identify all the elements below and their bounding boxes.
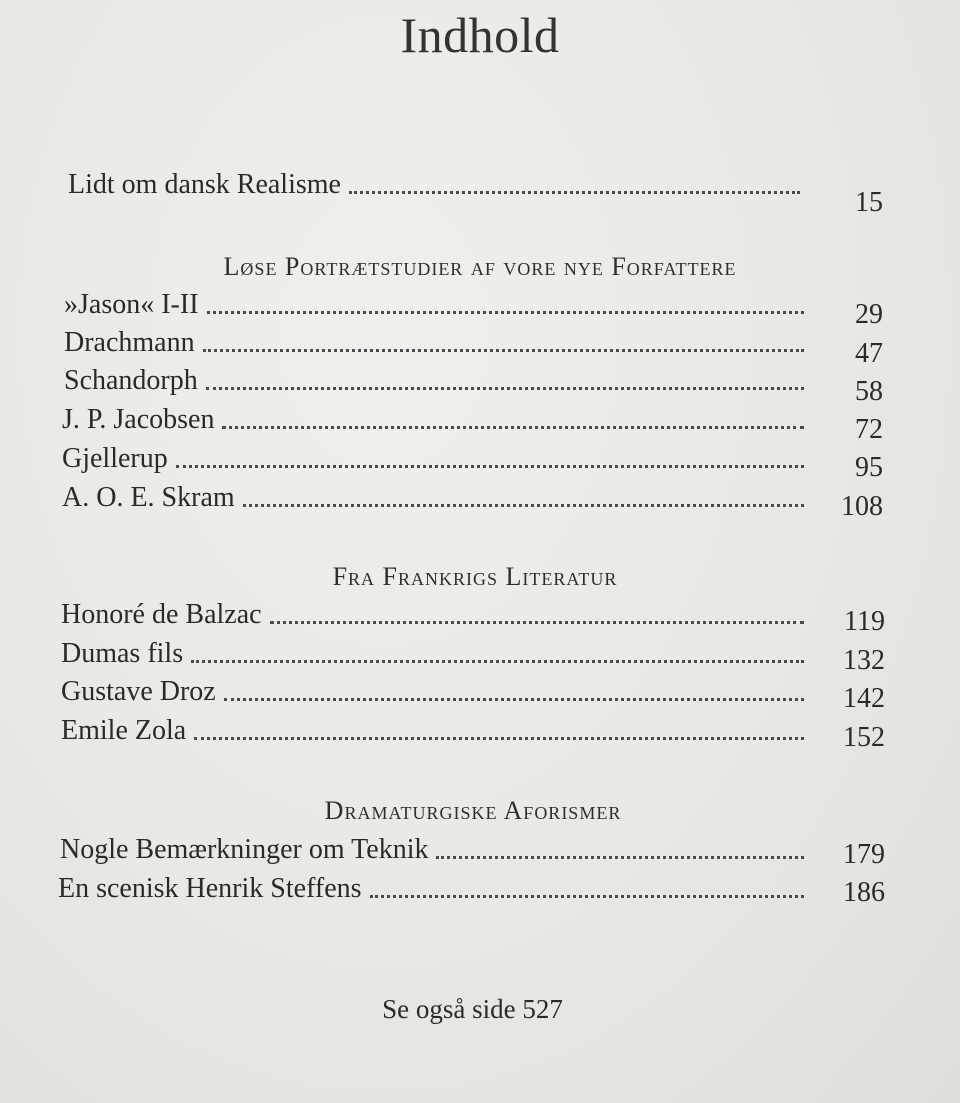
toc-entry-label: Gjellerup xyxy=(62,443,168,474)
toc-entry-label: »Jason« I-II xyxy=(64,289,199,320)
toc-page-number: 95 xyxy=(855,452,883,483)
toc-entry-label: Lidt om dansk Realisme xyxy=(68,169,341,200)
toc-page-number: 179 xyxy=(843,839,885,870)
dot-leader xyxy=(194,737,804,740)
toc-page-number: 132 xyxy=(843,645,885,676)
dot-leader xyxy=(270,621,804,624)
toc-entry-label: A. O. E. Skram xyxy=(62,482,235,513)
footer-note: Se også side 527 xyxy=(382,994,563,1024)
toc-page-number: 119 xyxy=(844,606,885,637)
dot-leader xyxy=(370,895,804,898)
toc-page-number: 29 xyxy=(855,299,883,330)
section-heading: Dramaturgiske Aforismer xyxy=(324,796,622,825)
toc-entry xyxy=(62,442,812,476)
toc-entry xyxy=(64,326,812,360)
toc-page-number: 108 xyxy=(841,491,883,522)
dot-leader xyxy=(206,387,804,390)
toc-page-number: 186 xyxy=(843,877,885,908)
toc-entry-label: En scenisk Henrik Steffens xyxy=(58,873,362,904)
toc-entry xyxy=(64,288,812,322)
dot-leader xyxy=(191,660,804,663)
toc-entry-label: Nogle Bemærkninger om Teknik xyxy=(60,834,429,865)
toc-page-number: 142 xyxy=(843,683,885,714)
toc-entry xyxy=(60,833,812,867)
dot-leader xyxy=(349,191,800,194)
toc-entry xyxy=(68,168,808,202)
dot-leader xyxy=(224,698,804,701)
toc-entry-label: Drachmann xyxy=(64,327,195,358)
dot-leader xyxy=(243,504,804,507)
section-heading: Fra Frankrigs Literatur xyxy=(332,562,618,591)
toc-entry xyxy=(62,403,812,437)
toc-entry xyxy=(61,598,812,632)
toc-entry xyxy=(58,872,812,906)
toc-page-number: 15 xyxy=(855,187,883,218)
toc-entry-label: Honoré de Balzac xyxy=(61,599,262,630)
dot-leader xyxy=(176,465,804,468)
toc-entry xyxy=(61,675,812,709)
toc-page-number: 47 xyxy=(855,338,883,369)
toc-entry-label: Dumas fils xyxy=(61,638,184,669)
page-title: Indhold xyxy=(400,7,560,63)
toc-page-number: 152 xyxy=(843,722,885,753)
section-heading: Løse Portrætstudier af vore nye Forfattere xyxy=(223,252,737,281)
toc-entry-label: Schandorph xyxy=(64,365,198,396)
dot-leader xyxy=(222,426,804,429)
toc-entry xyxy=(62,481,812,515)
dot-leader xyxy=(203,349,804,352)
toc-page-number: 58 xyxy=(855,376,883,407)
toc-entry-label: Gustave Droz xyxy=(61,676,216,707)
toc-entry xyxy=(61,637,812,671)
dot-leader xyxy=(207,311,804,314)
dot-leader xyxy=(436,856,804,859)
toc-entry-label: Emile Zola xyxy=(61,715,187,746)
toc-entry xyxy=(61,714,812,748)
toc-page-number: 72 xyxy=(855,414,883,445)
toc-entry xyxy=(64,364,812,398)
toc-entry-label: J. P. Jacobsen xyxy=(62,404,215,435)
